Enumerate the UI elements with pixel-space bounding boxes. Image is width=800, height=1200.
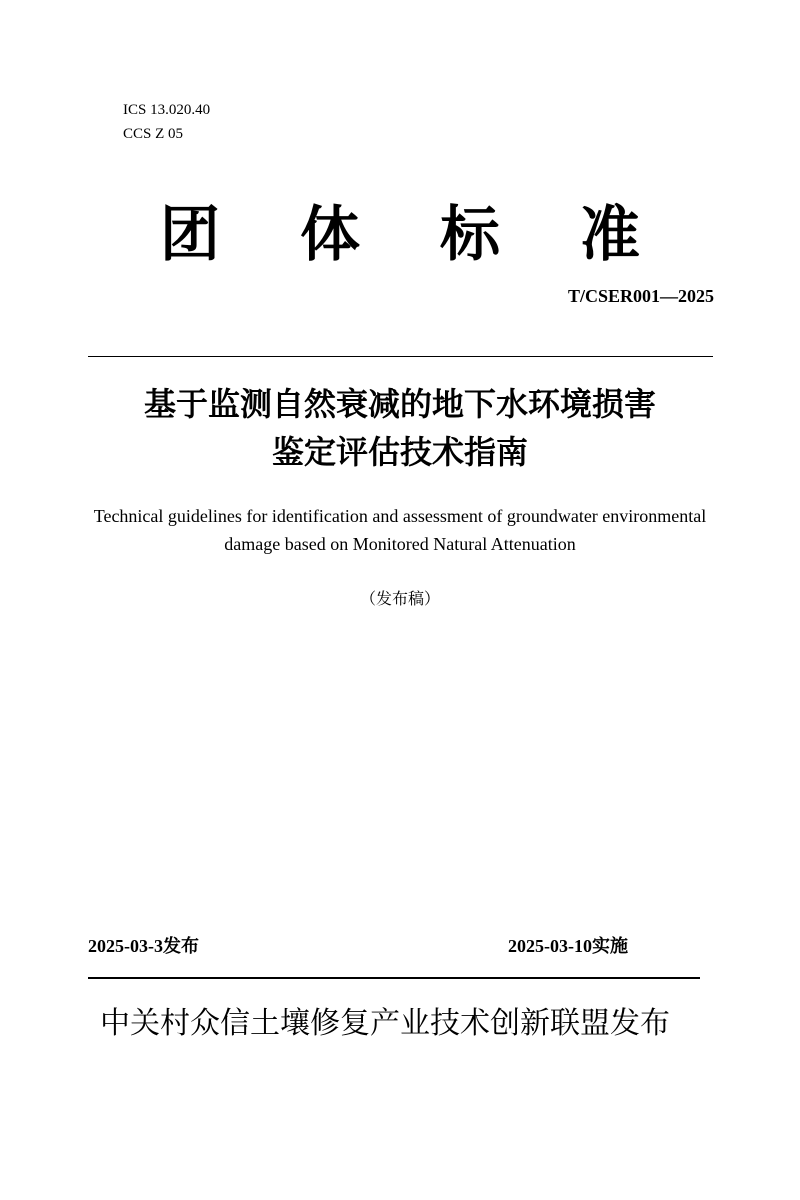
implementation-date: 2025-03-10实施 — [508, 936, 628, 956]
top-divider — [88, 356, 713, 357]
ics-code: ICS 13.020.40 — [123, 102, 211, 118]
standard-type-title — [160, 200, 640, 270]
draft-status-label: （发布稿） — [359, 589, 440, 608]
bottom-divider — [88, 977, 700, 979]
standard-type-char: 准 — [580, 200, 640, 270]
english-title — [40, 502, 760, 558]
standard-type-char: 标 — [440, 200, 500, 270]
standard-type-char: 团 — [160, 200, 220, 270]
standard-number: T/CSER001—2025 — [567, 286, 714, 306]
english-title-line: Technical guidelines for identification and assessment of groundwater environmental — [93, 506, 707, 526]
standard-type-char: 体 — [300, 200, 360, 270]
publisher-name: 中关村众信土壤修复产业技术创新联盟发布 — [100, 1006, 670, 1041]
chinese-title-line: 鉴定评估技术指南 — [271, 433, 528, 471]
issue-date: 2025-03-3发布 — [88, 936, 199, 956]
chinese-title-line: 基于监测自然衰减的地下水环境损害 — [143, 385, 656, 423]
english-title-line: damage based on Monitored Natural Attenuation — [224, 534, 576, 554]
ccs-code: CCS Z 05 — [123, 126, 184, 142]
chinese-title — [0, 380, 800, 476]
